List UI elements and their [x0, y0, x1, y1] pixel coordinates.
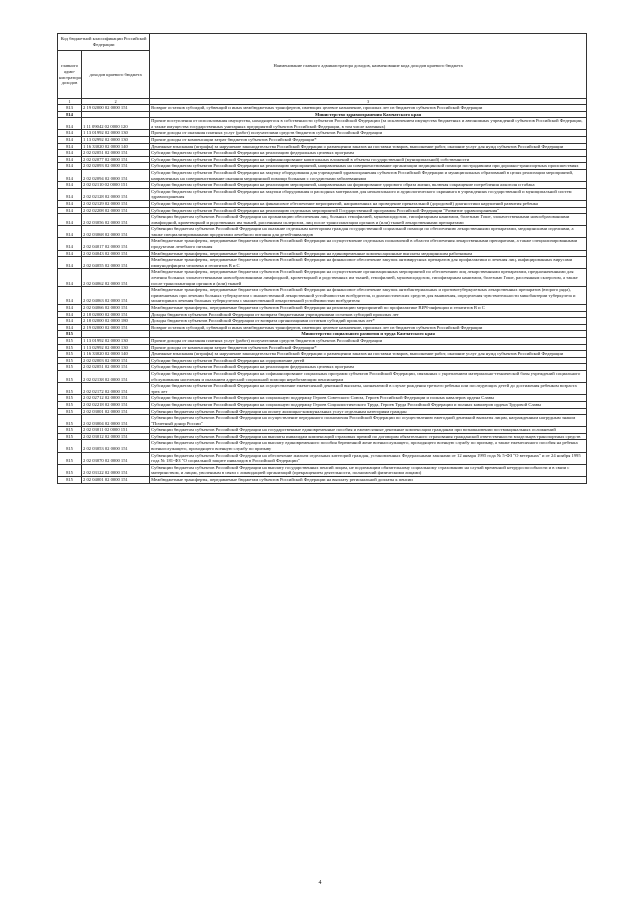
admin-code-cell: 815	[58, 337, 82, 344]
income-code-cell: 2 02 02129 02 0000 151	[82, 200, 150, 207]
income-code-cell: 2 02 03012 02 0000 151	[82, 433, 150, 440]
admin-code-cell: 814	[58, 182, 82, 189]
admin-code-cell: 815	[58, 395, 82, 402]
income-code-cell: 2 02 04063 02 0000 151	[82, 287, 150, 305]
table-row	[58, 395, 587, 402]
description-cell: Субвенции бюджетам субъектов Российской Федерации на выплаты инвалидам компенсаций страховых премий по договорам обязательного страхования гражданской ответственности владельцев транспортных средств	[150, 433, 587, 440]
section-header-row	[58, 331, 587, 338]
admin-code-cell: 814	[58, 207, 82, 214]
description-cell: Прочие доходы от компенсации затрат бюджетов субъектов Российской Федерации*	[150, 136, 587, 143]
admin-code-cell: 814	[58, 143, 82, 150]
table-row	[58, 305, 587, 312]
table-row	[58, 136, 587, 143]
admin-code-cell: 815	[58, 415, 82, 427]
income-code-cell: 2 02 03070 02 0000 151	[82, 452, 150, 464]
admin-code-cell: 814	[58, 269, 82, 287]
table-row	[58, 364, 587, 371]
table-row	[58, 207, 587, 214]
admin-code-cell: 815	[58, 383, 82, 395]
table-row	[58, 383, 587, 395]
description-cell: Доходы бюджетов субъектов Российской Федерации от возврата организациями остатков субсидий прошлых лет*	[150, 318, 587, 325]
description-cell: Межбюджетные трансферты, передаваемые бюджетам субъектов Российской Федерации на осуществление организационных мероприятий по обеспечению лиц лекарственными препаратами, предназначенными для лечения больных злокачественными новообразованиями лимфоидной, кроветворной и родственных им тканей, гемофилией, муковисцидозом, гипофизарным нанизмом, болезнью Гоше, рассеянным склерозом, а также после трансплантации органов и (или) тканей	[150, 269, 587, 287]
table-row	[58, 118, 587, 130]
description-cell: Субсидии бюджетам субъектов Российской Федерации на софинансирование капитальных вложений в объекты государственной (муниципальной) собственности	[150, 156, 587, 163]
description-cell: Субсидии бюджетам субъектов Российской Федерации на реализацию федеральных целевых программ	[150, 364, 587, 371]
income-code-cell: 2 02 02094 02 0000 151	[82, 169, 150, 181]
income-code-cell: 2 02 04055 02 0000 151	[82, 257, 150, 269]
description-cell: Субсидии бюджетам субъектов Российской Федерации на социальную поддержку Героев Социалистического Труда, Героев Труда Российской Федерации и полных кавалеров ордена Трудовой Славы	[150, 401, 587, 408]
column-number: 1	[58, 99, 82, 105]
admin-code-cell: 815	[58, 427, 82, 434]
income-code-cell: 2 18 02000 02 0000 151	[82, 311, 150, 318]
table-row	[58, 269, 587, 287]
admin-code-cell: 814	[58, 287, 82, 305]
admin-code-cell: 815	[58, 408, 82, 415]
income-code-cell: 2 02 02138 02 0000 151	[82, 370, 150, 382]
income-code-cell: 2 02 02172 02 0000 151	[82, 383, 150, 395]
description-cell: Прочие поступления от использования имущества, находящегося в собственности субъектов Российской Федерации (за исключением имущества бюджетных и автономных учреждений субъектов Российской Федерации, а также имущества государственных унитарных предприятий субъектов Российской Федерации, в том числе казенных)	[150, 118, 587, 130]
description-cell: Субвенции бюджетам субъектов Российской Федерации на оказание отдельным категориям граждан государственной социальной помощи по обеспечению лекарственными препаратами, медицинскими изделиями, а также специализированными продуктами лечебного питания для детей-инвалидов	[150, 226, 587, 238]
description-cell: Межбюджетные трансферты, передаваемые бюджетам субъектов Российской Федерации на реализацию мероприятий по профилактике ВИЧ-инфекции и гепатитов B и C	[150, 305, 587, 312]
description-cell: Денежные взыскания (штрафы) за нарушение законодательства Российской Федерации о размещении заказов на поставки товаров, выполнение работ, оказание услуг для нужд субъектов Российской Федерации	[150, 351, 587, 358]
admin-code-cell: 814	[58, 130, 82, 137]
description-cell: Субсидии бюджетам субъектов Российской Федерации на реализацию федеральных целевых программ	[150, 150, 587, 157]
table-row	[58, 105, 587, 112]
income-codes-table	[57, 33, 587, 484]
table-body	[58, 105, 587, 484]
income-code-cell: 2 02 02128 02 0000 151	[82, 188, 150, 200]
income-code-cell: 2 02 02093 02 0000 151	[82, 163, 150, 170]
table-row	[58, 477, 587, 484]
admin-code-cell: 814	[58, 257, 82, 269]
income-code-cell: 2 02 02003 02 0000 151	[82, 357, 150, 364]
income-code-cell: 2 02 03068 02 0000 151	[82, 226, 150, 238]
table-row	[58, 401, 587, 408]
income-code-cell: 2 02 02218 02 0000 151	[82, 401, 150, 408]
table-row	[58, 415, 587, 427]
description-cell: Субсидии бюджетам субъектов Российской Федерации на социальную поддержку Героев Советского Союза, Героев Российской Федерации и полных кавалеров ордена Славы	[150, 395, 587, 402]
income-code-cell: 1 13 01992 02 0000 130	[82, 130, 150, 137]
admin-code-cell: 813	[58, 105, 82, 112]
description-cell: Субвенции бюджетам субъектов Российской Федерации на осуществление переданного полномочия Российской Федерации по осуществлению ежегодной денежной выплаты лицам, награжденным нагрудным знаком "Почетный донор России"	[150, 415, 587, 427]
table-row	[58, 130, 587, 137]
admin-code-cell: 814	[58, 156, 82, 163]
table-row	[58, 433, 587, 440]
income-code-cell: 2 02 03011 02 0000 151	[82, 427, 150, 434]
income-code-cell: 2 02 04062 02 0000 151	[82, 269, 150, 287]
admin-code-cell: 814	[58, 118, 82, 130]
table-row	[58, 143, 587, 150]
header-name-column: Наименование главного администратора доходов, наименование кода доходов краевого бюджета	[150, 34, 587, 99]
table-row	[58, 344, 587, 351]
header-bcc-group: Код бюджетной классификации Российской Федерации	[58, 34, 150, 51]
table-row	[58, 238, 587, 250]
admin-code-cell: 815	[58, 370, 82, 382]
admin-code-cell: 815	[58, 364, 82, 371]
description-cell: Министерство здравоохранения Камчатского края	[150, 111, 587, 118]
section-header-row	[58, 111, 587, 118]
admin-code-cell: 814	[58, 250, 82, 257]
table-row	[58, 156, 587, 163]
description-cell: Субсидии бюджетам субъектов Российской Федерации на осуществление ежемесячной денежной выплаты, назначаемой в случае рождения третьего ребенка или последующих детей до достижения ребенком возраста трех лет	[150, 383, 587, 395]
income-code-cell: 2 19 02000 02 0000 151	[82, 105, 150, 112]
income-code-cell: 1 16 33020 02 0000 140	[82, 143, 150, 150]
income-code-cell: 2 18 02000 02 0000 180	[82, 318, 150, 325]
table-row	[58, 318, 587, 325]
description-cell: Субвенции бюджетам субъектов Российской Федерации на обеспечение жильем отдельных категорий граждан, установленных Федеральными законами от 12 января 1995 года № 5-ФЗ "О ветеранах" и от 24 ноября 1995 года № 181-ФЗ "О социальной защите инвалидов в Российской Федерации"	[150, 452, 587, 464]
table-row	[58, 311, 587, 318]
income-code-cell: 2 02 02110 02 0000 151	[82, 182, 150, 189]
table-row	[58, 370, 587, 382]
table-row	[58, 226, 587, 238]
description-cell: Субсидии бюджетам субъектов Российской Федерации на закупки оборудования и расходных материалов для неонатального и аудиологического скрининга в учреждениях государственной и муниципальной систем здравоохранения	[150, 188, 587, 200]
description-cell: Возврат остатков субсидий, субвенций и иных межбюджетных трансфертов, имеющих целевое назначение, прошлых лет из бюджетов субъектов Российской Федерации	[150, 324, 587, 331]
description-cell: Субвенции бюджетам субъектов Российской Федерации на выплату единовременного пособия беременной жене военнослужащего, проходящего военную службу по призыву, а также ежемесячного пособия на ребенка военнослужащего, проходящего военную службу по призыву	[150, 440, 587, 452]
table-row	[58, 150, 587, 157]
income-code-cell: 1 13 02992 02 0000 130	[82, 344, 150, 351]
admin-code-cell: 815	[58, 357, 82, 364]
income-code-cell	[82, 331, 150, 338]
income-code-cell: 2 02 03122 02 0000 151	[82, 464, 150, 476]
table-row	[58, 452, 587, 464]
description-cell: Доходы бюджетов субъектов Российской Федерации от возврата бюджетными учреждениями остатков субсидий прошлых лет	[150, 311, 587, 318]
income-code-cell: 2 02 02051 02 0000 151	[82, 364, 150, 371]
table-row	[58, 408, 587, 415]
description-cell: Возврат остатков субсидий, субвенций и иных межбюджетных трансфертов, имеющих целевое назначение, прошлых лет из бюджетов субъектов Российской Федерации	[150, 105, 587, 112]
description-cell: Прочие доходы от оказания платных услуг (работ) получателями средств бюджетов субъектов Российской Федерации	[150, 130, 587, 137]
table-row	[58, 163, 587, 170]
income-code-cell: 2 02 02712 02 0000 151	[82, 395, 150, 402]
description-cell: Субвенции бюджетам субъектов Российской Федерации на выплату государственных пенсий лицам, не подлежащим обязательному социальному страхованию на случай временной нетрудоспособности и в связи с материнством, и лицам, уволенным в связи с ликвидацией организаций (прекращением деятельности, полномочий физическими лицами)	[150, 464, 587, 476]
description-cell: Субвенции бюджетам субъектов Российской Федерации на государственные единовременные пособия и ежемесячные денежные компенсации гражданам при возникновении поствакцинальных осложнений	[150, 427, 587, 434]
table-row	[58, 427, 587, 434]
description-cell: Субсидии бюджетам субъектов Российской Федерации на оздоровление детей	[150, 357, 587, 364]
admin-code-cell: 815	[58, 344, 82, 351]
description-cell: Субсидии бюджетам субъектов Российской Федерации на реализацию мероприятий, направленных на формирование здорового образа жизни, включая сокращение потребления алкоголя и табака	[150, 182, 587, 189]
description-cell: Субвенции бюджетам субъектов Российской Федерации на организацию обеспечения лиц, больных гемофилией, муковисцидозом, гипофизарным нанизмом, болезнью Гоше, злокачественными новообразованиями лимфоидной, кроветворной и родственных им тканей, рассеянным склерозом, лиц после трансплантации органов и (или) тканей лекарственными препаратами	[150, 214, 587, 226]
description-cell: Прочие доходы от оказания платных услуг (работ) получателями средств бюджетов субъектов Российской Федерации	[150, 337, 587, 344]
column-number: 3	[150, 99, 587, 105]
table-row	[58, 324, 587, 331]
description-cell: Межбюджетные трансферты, передаваемые бюджетам субъектов Российской Федерации на финансовое обеспечение закупок антивирусных препаратов для профилактики и лечения лиц, инфицированных вирусами иммунодефицита человека и гепатитов B и C	[150, 257, 587, 269]
admin-code-cell: 814	[58, 324, 82, 331]
admin-code-cell: 814	[58, 311, 82, 318]
admin-code-cell: 815	[58, 433, 82, 440]
income-code-cell: 2 02 03053 02 0000 151	[82, 440, 150, 452]
income-code-cell: 2 02 04066 02 0000 151	[82, 305, 150, 312]
income-code-cell: 2 02 02208 02 0000 151	[82, 207, 150, 214]
admin-code-cell: 814	[58, 318, 82, 325]
income-code-cell: 1 13 01992 02 0000 130	[82, 337, 150, 344]
admin-code-cell: 815	[58, 351, 82, 358]
table-row	[58, 182, 587, 189]
table-row	[58, 257, 587, 269]
income-code-cell: 2 02 02077 02 0000 151	[82, 156, 150, 163]
income-code-cell: 1 16 33020 02 0000 140	[82, 351, 150, 358]
description-cell: Прочие доходы от компенсации затрат бюджетов субъектов Российской Федерации*	[150, 344, 587, 351]
admin-code-cell: 815	[58, 440, 82, 452]
admin-code-cell: 814	[58, 111, 82, 118]
admin-code-cell: 814	[58, 200, 82, 207]
description-cell: Субсидии бюджетам субъектов Российской Федерации на финансовое обеспечение мероприятий, направленных на проведение пренатальной (дородовой) диагностики нарушений развития ребенка	[150, 200, 587, 207]
table-row	[58, 337, 587, 344]
table-row	[58, 464, 587, 476]
income-code-cell: 2 19 02000 02 0000 151	[82, 324, 150, 331]
admin-code-cell: 814	[58, 238, 82, 250]
page-number: 4	[318, 880, 322, 886]
description-cell: Межбюджетные трансферты, передаваемые бюджетам субъектов Российской Федерации на финансовое обеспечение закупок антибактериальных и противотуберкулезных лекарственных препаратов (второго ряда), применяемых при лечении больных туберкулезом с множественной лекарственной устойчивостью возбудителя, и диагностических средств для выявления, определения чувствительности микобактерии туберкулеза и мониторинга лечения больных туберкулезом с множественной лекарственной устойчивостью возбудителя	[150, 287, 587, 305]
description-cell: Межбюджетные трансферты, передаваемые бюджетам субъектов Российской Федерации на единовременные компенсационные выплаты медицинским работникам	[150, 250, 587, 257]
admin-code-cell: 814	[58, 226, 82, 238]
table-row	[58, 440, 587, 452]
income-code-cell: 1 13 02992 02 0000 130	[82, 136, 150, 143]
table-row	[58, 287, 587, 305]
description-cell: Межбюджетные трансферты, передаваемые бюджетам субъектов Российской Федерации на выплату региональной доплаты к пенсии	[150, 477, 587, 484]
admin-code-cell: 814	[58, 150, 82, 157]
income-code-cell	[82, 111, 150, 118]
description-cell: Субсидии бюджетам субъектов Российской Федерации на закупку оборудования для учреждений здравоохранения субъектов Российской Федерации и муниципальных образований в целях реализации мероприятий, направленных на совершенствование оказания медицинской помощи больным с сосудистыми заболеваниями	[150, 169, 587, 181]
column-number: 2	[82, 99, 150, 105]
admin-code-cell: 814	[58, 169, 82, 181]
admin-code-cell: 814	[58, 163, 82, 170]
income-code-cell: 2 02 03056 02 0000 151	[82, 214, 150, 226]
admin-code-cell: 815	[58, 464, 82, 476]
description-cell: Субвенции бюджетам субъектов Российской Федерации на оплату жилищно-коммунальных услуг отдельным категориям граждан	[150, 408, 587, 415]
admin-code-cell: 814	[58, 136, 82, 143]
income-code-cell: 2 02 04017 02 0000 151	[82, 238, 150, 250]
table-row	[58, 200, 587, 207]
admin-code-cell: 814	[58, 214, 82, 226]
income-code-cell: 2 02 04001 02 0000 151	[82, 477, 150, 484]
description-cell: Денежные взыскания (штрафы) за нарушение законодательства Российской Федерации о размещении заказов на поставки товаров, выполнение работ, оказание услуг для нужд субъектов Российской Федерации	[150, 143, 587, 150]
description-cell: Межбюджетные трансферты, передаваемые бюджетам субъектов Российской Федерации на осуществление отдельных полномочий в области обеспечения лекарственными препаратами, а также специализированными продуктами лечебного питания	[150, 238, 587, 250]
admin-code-cell: 814	[58, 188, 82, 200]
table-row	[58, 357, 587, 364]
table-row	[58, 250, 587, 257]
description-cell: Министерство социального развития и труда Камчатского края	[150, 331, 587, 338]
header-admin-column: главного адми-нистратора доходов	[58, 51, 82, 99]
document-page	[57, 33, 587, 484]
table-row	[58, 214, 587, 226]
table-row	[58, 351, 587, 358]
description-cell: Субсидии бюджетам субъектов Российской Федерации на реализацию отдельных мероприятий Государственной программы Российской Федерации "Развитие здравоохранения"	[150, 207, 587, 214]
income-code-cell: 2 02 02051 02 0000 151	[82, 150, 150, 157]
admin-code-cell: 814	[58, 305, 82, 312]
income-code-cell: 1 11 09042 02 0000 120	[82, 118, 150, 130]
admin-code-cell: 815	[58, 477, 82, 484]
admin-code-cell: 815	[58, 452, 82, 464]
description-cell: Субсидии бюджетам субъектов Российской Федерации на реализацию мероприятий, направленных на совершенствование организации медицинской помощи пострадавшим при дорожно-транспортных происшествиях	[150, 163, 587, 170]
admin-code-cell: 815	[58, 401, 82, 408]
income-code-cell: 2 02 03004 02 0000 151	[82, 415, 150, 427]
table-row	[58, 188, 587, 200]
income-code-cell: 2 02 04043 02 0000 151	[82, 250, 150, 257]
income-code-cell: 2 02 03001 02 0000 151	[82, 408, 150, 415]
description-cell: Субсидии бюджетам субъектов Российской Федерации на софинансирование социальных программ субъектов Российской Федерации, связанных с укреплением материально-технической базы учреждений социального обслуживания населения и оказанием адресной социальной помощи неработающим пенсионерам	[150, 370, 587, 382]
header-income-column: доходов краевого бюджета	[82, 51, 150, 99]
admin-code-cell: 815	[58, 331, 82, 338]
table-row	[58, 169, 587, 181]
